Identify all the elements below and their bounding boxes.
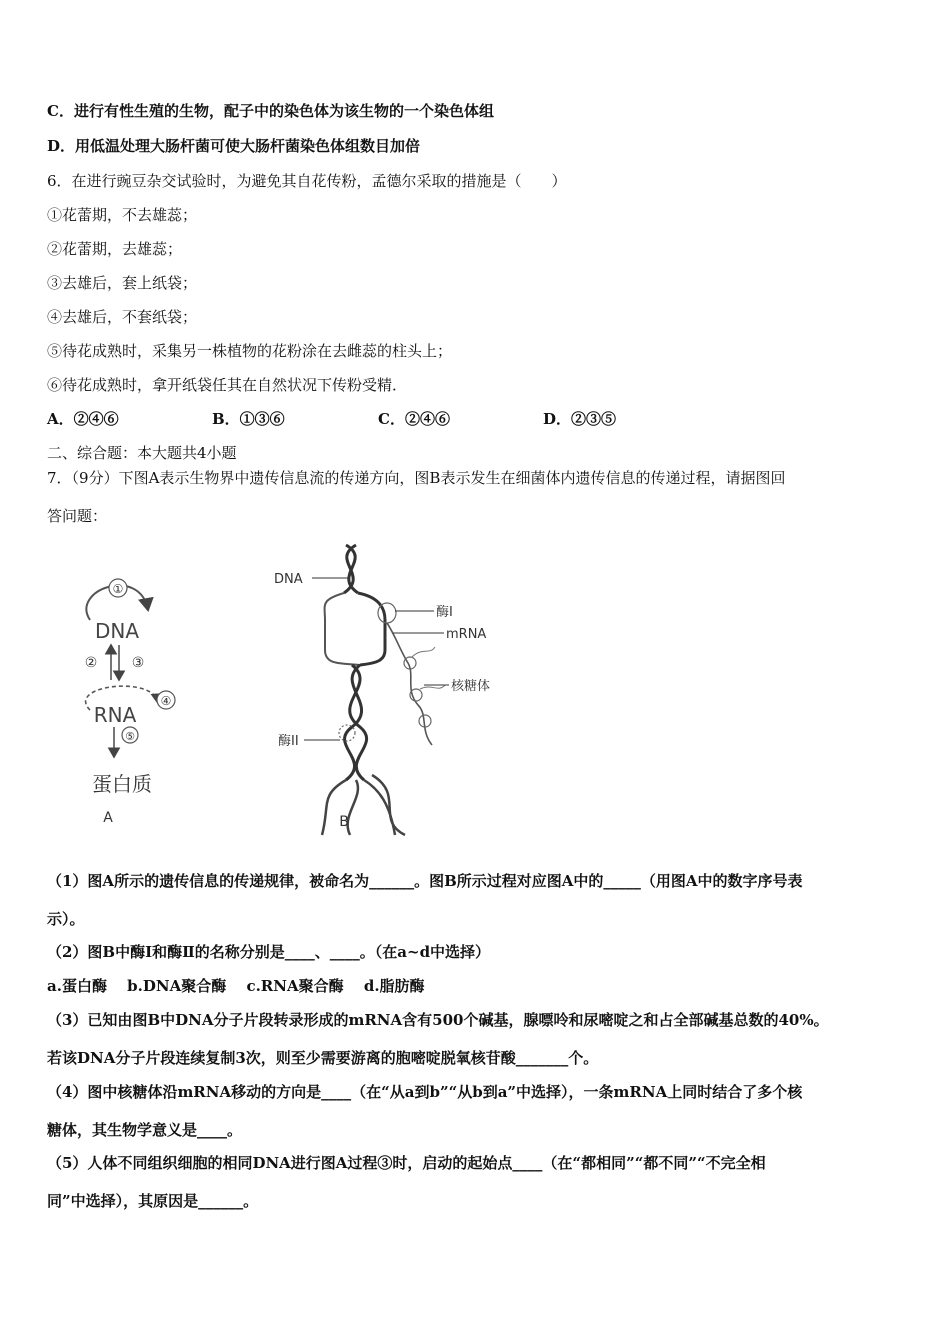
q7-part2: （2）图B中酶Ⅰ和酶Ⅱ的名称分别是____、____。（在a~d中选择） bbox=[47, 943, 491, 961]
step-2: ②花蕾期，去雄蕊； bbox=[47, 240, 183, 258]
q7-part4-line2: 糖体，其生物学意义是____。 bbox=[47, 1121, 243, 1139]
q7-part3-line1: （3）已知由图B中DNA分子片段转录形成的mRNA含有500个碱基，腺嘌呤和尿嘧啶之和占全部碱基总数的40%。 bbox=[47, 1011, 829, 1029]
dna-bubble-right bbox=[358, 593, 385, 665]
marker-1: ① bbox=[112, 582, 124, 596]
marker-4: ④ bbox=[160, 694, 172, 708]
figure-b-caption: B bbox=[339, 814, 349, 830]
dna-label-a: DNA bbox=[94, 619, 140, 643]
figure-b bbox=[274, 545, 490, 835]
section-heading: 二、综合题：本大题共4小题 bbox=[47, 444, 237, 462]
enzyme-1-shape bbox=[378, 603, 396, 623]
genetic-info-figure bbox=[60, 535, 520, 840]
q6-option-d: D．②③⑤ bbox=[543, 410, 617, 428]
dna-branch-left-2 bbox=[348, 780, 358, 835]
marker-5: ⑤ bbox=[125, 730, 135, 743]
rna-label-a: RNA bbox=[93, 703, 137, 727]
q7-part1-line2: 示）。 bbox=[47, 910, 85, 928]
step-6: ⑥待花成熟时，拿开纸袋任其在自然状况下传粉受精． bbox=[47, 376, 408, 394]
q7-part3-line2: 若该DNA分子片段连续复制3次，则至少需要游离的胞嘧啶脱氧核苷酸_______个。 bbox=[47, 1049, 599, 1067]
marker-2: ② bbox=[84, 655, 98, 671]
mrna-label: mRNA bbox=[446, 627, 487, 642]
step-5: ⑤待花成熟时，采集另一株植物的花粉涂在去雌蕊的柱头上； bbox=[47, 342, 453, 360]
enzyme-2-label: 酶II bbox=[278, 734, 299, 749]
option-c-line: C．进行有性生殖的生物，配子中的染色体为该生物的一个染色体组 bbox=[47, 102, 494, 120]
protein-label: 蛋白质 bbox=[92, 772, 152, 796]
q6-option-a: A．②④⑥ bbox=[47, 410, 119, 428]
question-6: 6．在进行豌豆杂交试验时，为避免其自花传粉，孟德尔采取的措施是（ ） bbox=[47, 172, 567, 190]
dna-label-b: DNA bbox=[274, 572, 303, 587]
q7-part5-line1: （5）人体不同组织细胞的相同DNA进行图A过程③时，启动的起始点____（在“都相同”“都不同”“不完全相 bbox=[47, 1154, 766, 1172]
step-4: ④去雄后，不套纸袋； bbox=[47, 308, 198, 326]
dna-branch-right-2 bbox=[372, 775, 405, 835]
question-7-line2: 答问题： bbox=[47, 507, 108, 525]
option-d-line: D．用低温处理大肠杆菌可使大肠杆菌染色体组数目加倍 bbox=[47, 137, 421, 155]
q6-option-b: B．①③⑥ bbox=[212, 410, 285, 428]
step-3: ③去雄后，套上纸袋； bbox=[47, 274, 198, 292]
marker-3: ③ bbox=[131, 655, 145, 671]
q6-option-c: C．②④⑥ bbox=[378, 410, 450, 428]
step-1: ①花蕾期，不去雄蕊； bbox=[47, 206, 198, 224]
peptide-chain-1 bbox=[412, 647, 435, 657]
peptide-chain-2 bbox=[420, 685, 445, 689]
ribosome-label: 核糖体 bbox=[451, 679, 491, 694]
q7-part2-options: a.蛋白酶 b.DNA聚合酶 c.RNA聚合酶 d.脂肪酶 bbox=[47, 977, 425, 995]
q7-part4-line1: （4）图中核糖体沿mRNA移动的方向是____（在“从a到b”“从b到a”中选择），一条mRNA上同时结合了多个核 bbox=[47, 1083, 803, 1101]
question-7-line1: 7．（9分）下图A表示生物界中遗传信息流的传递方向，图B表示发生在细菌体内遗传信息的传递过程，请据图回 bbox=[47, 469, 786, 487]
q7-part1-line1: （1）图A所示的遗传信息的传递规律，被命名为______。图B所示过程对应图A中的_____（用图A中的数字序号表 bbox=[47, 872, 803, 890]
figure-a-caption: A bbox=[103, 810, 113, 826]
enzyme-1-label: 酶I bbox=[436, 605, 453, 620]
figure-a bbox=[85, 579, 175, 826]
dna-bubble-left bbox=[325, 593, 360, 665]
q7-part5-line2: 同”中选择），其原因是______。 bbox=[47, 1192, 259, 1210]
